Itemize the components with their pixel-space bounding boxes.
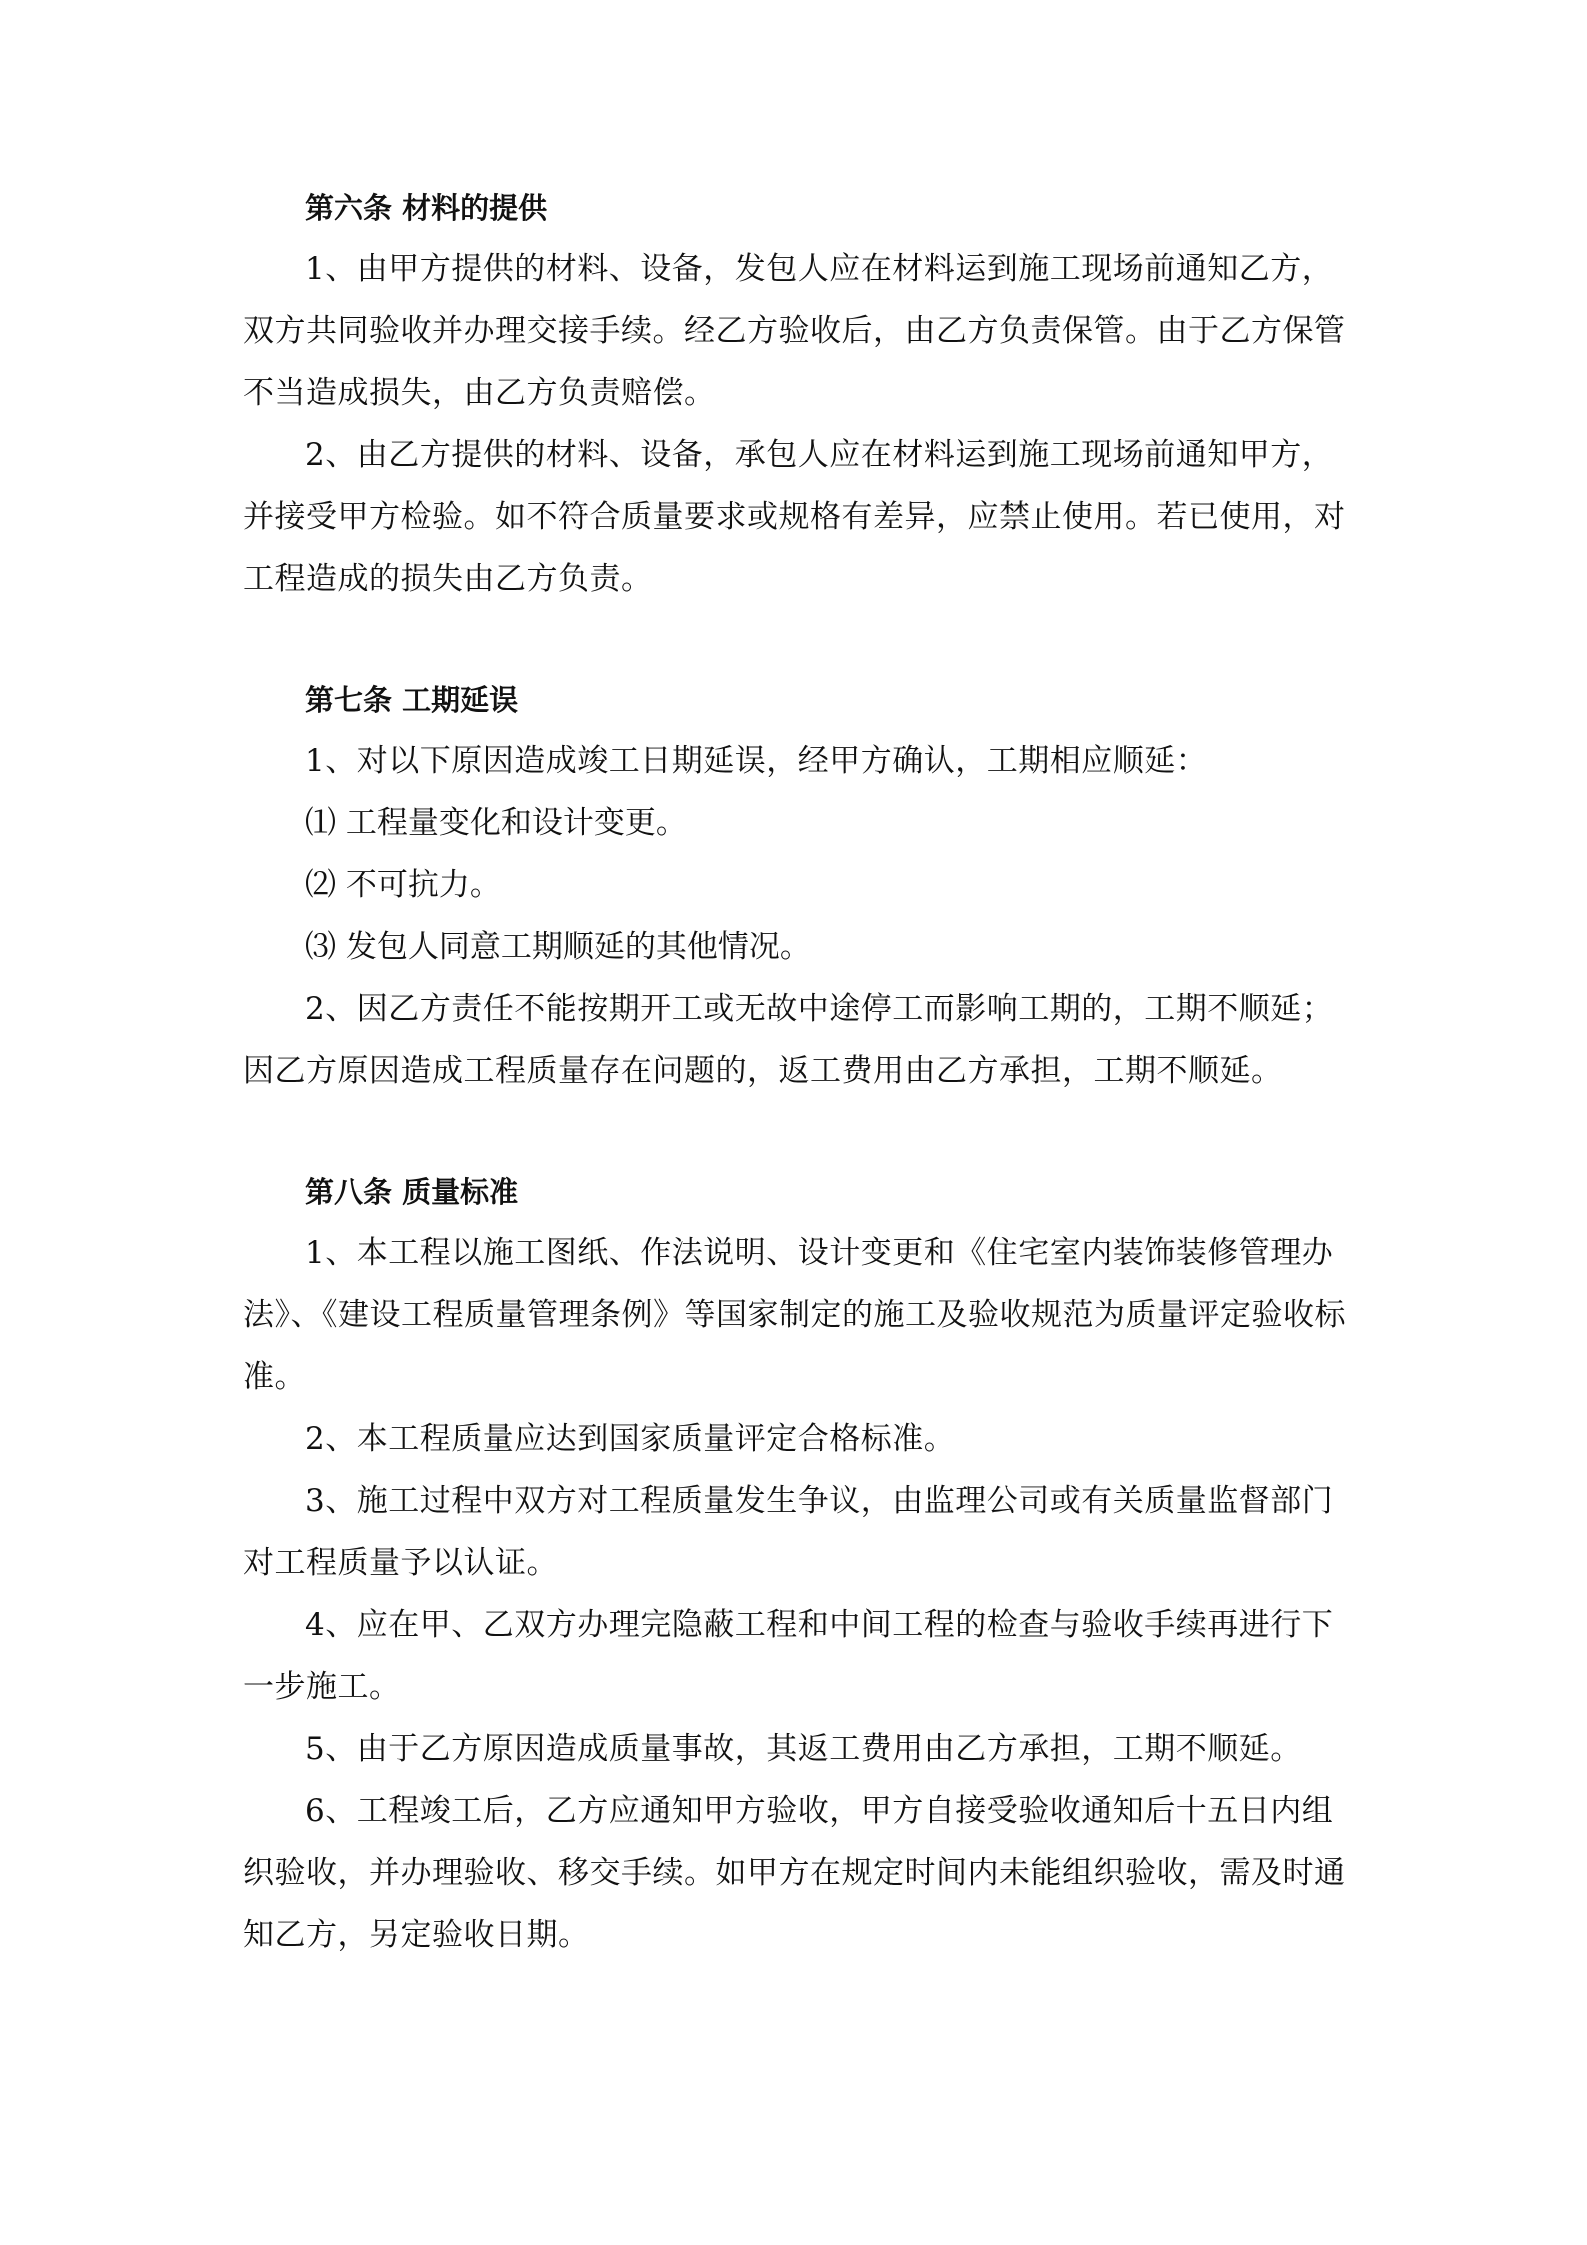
section-8-clause-1: 1、本工程以施工图纸、作法说明、设计变更和《住宅室内装饰装修管理办法》、《建设工程质量管理条例》等国家制定的施工及验收规范为质量评定验收标准。 — [243, 1235, 1346, 1395]
section-8-heading: 第八条 质量标准 — [305, 1175, 519, 1209]
section-7 — [243, 670, 1353, 1102]
section-8-clause-5: 5、由于乙方原因造成质量事故，其返工费用由乙方承担，工期不顺延。 — [305, 1731, 1302, 1767]
section-6-clause-2: 2、由乙方提供的材料、设备，承包人应在材料运到施工现场前通知甲方，并接受甲方检验。如不符合质量要求或规格有差异，应禁止使用。若已使用，对工程造成的损失由乙方负责。 — [243, 437, 1346, 597]
section-6 — [243, 178, 1353, 610]
section-7-clause-1: 1、对以下原因造成竣工日期延误，经甲方确认，工期相应顺延： — [305, 743, 1208, 779]
section-7-list-item: ⑴ 工程量变化和设计变更。 — [305, 805, 687, 841]
section-8-clause-3: 3、施工过程中双方对工程质量发生争议，由监理公司或有关质量监督部门对工程质量予以认证。 — [243, 1483, 1334, 1581]
section-8 — [243, 1162, 1353, 1966]
section-6-heading: 第六条 材料的提供 — [305, 191, 548, 225]
contract-page — [243, 178, 1353, 1966]
section-8-clause-2: 2、本工程质量应达到国家质量评定合格标准。 — [305, 1421, 956, 1457]
section-7-list-item: ⑵ 不可抗力。 — [305, 867, 501, 903]
section-6-clause-1: 1、由甲方提供的材料、设备，发包人应在材料运到施工现场前通知乙方，双方共同验收并办理交接手续。经乙方验收后，由乙方负责保管。由于乙方保管不当造成损失，由乙方负责赔偿。 — [243, 251, 1346, 411]
section-7-list-item: ⑶ 发包人同意工期顺延的其他情况。 — [305, 929, 811, 965]
section-7-clause-2: 2、因乙方责任不能按期开工或无故中途停工而影响工期的，工期不顺延；因乙方原因造成工程质量存在问题的，返工费用由乙方承担，工期不顺延。 — [243, 991, 1334, 1089]
section-8-clause-6: 6、工程竣工后，乙方应通知甲方验收，甲方自接受验收通知后十五日内组织验收，并办理验收、移交手续。如甲方在规定时间内未能组织验收，需及时通知乙方，另定验收日期。 — [243, 1793, 1346, 1953]
section-8-clause-4: 4、应在甲、乙双方办理完隐蔽工程和中间工程的检查与验收手续再进行下一步施工。 — [243, 1607, 1334, 1705]
section-7-heading: 第七条 工期延误 — [305, 683, 519, 717]
